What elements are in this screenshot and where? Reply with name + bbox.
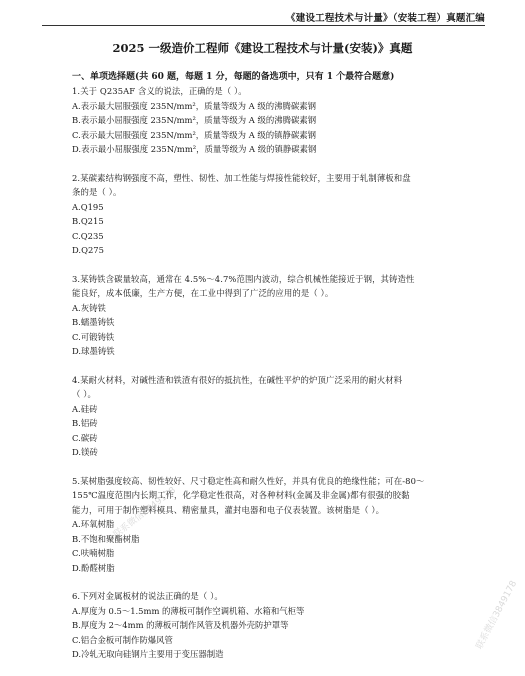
watermark: 联系微信3849178 <box>474 579 520 652</box>
answer-option: A.硅砖 <box>72 403 98 414</box>
answer-option: D.表示最小屈服强度 235N/mm²，质量等级为 A 级的镇静碳素钢 <box>72 144 317 154</box>
answer-option: B.蠕墨铸铁 <box>72 317 115 327</box>
answer-option: D.Q275 <box>72 245 104 255</box>
answer-option: B.不饱和聚酯树脂 <box>72 533 140 544</box>
answer-option: A.Q195 <box>72 201 104 212</box>
answer-option: B.厚度为 2～4mm 的薄板可制作风管及机器外壳防护罩等 <box>72 620 289 630</box>
question-stem: 6.下列对金属板材的说法正确的是（ ）。 <box>72 591 223 601</box>
answer-option: C.可锻铸铁 <box>72 331 115 342</box>
question-stem: （ ）。 <box>72 389 96 399</box>
header-divider <box>42 25 485 26</box>
answer-option: B.铝砖 <box>72 418 98 428</box>
answer-option: A.表示最大屈服强度 235N/mm²，质量等级为 A 级的沸腾碳素钢 <box>72 100 316 111</box>
question-stem: 2.某碳素结构钢强度不高，塑性、韧性、加工性能与焊接性能较好，主要用于轧制薄板和盘 <box>72 172 411 183</box>
question-stem: 1.关于 Q235AF 含义的说法，正确的是（ ）。 <box>72 86 247 96</box>
answer-option: C.呋喃树脂 <box>72 548 115 558</box>
answer-option: C.铝合金板可制作防爆风管 <box>72 634 173 645</box>
answer-option: D.镁砖 <box>72 447 98 457</box>
question-stem: 5.某树脂强度较高、韧性较好、尺寸稳定性高和耐久性好，并具有优良的绝缘性能；可在-80～ <box>72 475 425 486</box>
answer-option: D.球墨铸铁 <box>72 346 115 356</box>
question-stem: 能力，可用于制作塑料模具、精密量具，灌封电器和电子仪表装置。该树脂是（ ）。 <box>72 504 385 515</box>
question-stem: 能良好，成本低廉，生产方便，在工业中得到了广泛的应用的是（ ）。 <box>72 288 334 298</box>
answer-option: B.Q215 <box>72 216 104 226</box>
question-stem: 155℃温度范围内长期工作，化学稳定性很高，对各种材料(金属及非金属)都有很强的胶黏 <box>72 490 410 500</box>
running-header: 《建设工程技术与计量》（安装工程）真题汇编 <box>286 13 485 24</box>
question-block <box>72 171 472 258</box>
answer-option: C.表示最大屈服强度 235N/mm²，质量等级为 A 级的镇静碳素钢 <box>72 129 317 140</box>
question-block <box>72 84 472 157</box>
question-stem: 3.某铸铁含碳量较高，通常在 4.5%～4.7%范围内波动，综合机械性能接近于钢，其铸造性 <box>72 273 415 284</box>
answer-option: A.环氧树脂 <box>72 519 115 529</box>
answer-option: C.碳砖 <box>72 432 98 443</box>
answer-option: D.酚醛树脂 <box>72 562 115 573</box>
answer-option: D.冷轧无取向硅钢片主要用于变压器制造 <box>72 649 224 659</box>
question-stem: 4.某耐火材料，对碱性渣和铁渣有很好的抵抗性，在碱性平炉的炉顶广泛采用的耐火材料 <box>72 374 403 385</box>
question-block <box>72 373 472 460</box>
page-title: 2025 一级造价工程师《建设工程技术与计量(安装)》真题 <box>112 41 413 55</box>
question-block <box>72 272 472 359</box>
answer-option: C.Q235 <box>72 230 104 241</box>
question-list <box>72 84 472 676</box>
question-stem: 条的是（ ）。 <box>72 187 122 197</box>
section-heading: 一、单项选择题(共 60 题，每题 1 分，每题的备选项中，只有 1 个最符合题意) <box>72 72 395 82</box>
answer-option: A.厚度为 0.5～1.5mm 的薄板可制作空调机箱、水箱和气柜等 <box>72 605 305 616</box>
answer-option: B.表示最小屈服强度 235N/mm²，质量等级为 A 级的沸腾碳素钢 <box>72 115 317 125</box>
answer-option: A.灰铸铁 <box>72 302 106 313</box>
watermark: 联系微信2849178 <box>111 485 178 541</box>
question-block <box>72 589 472 662</box>
